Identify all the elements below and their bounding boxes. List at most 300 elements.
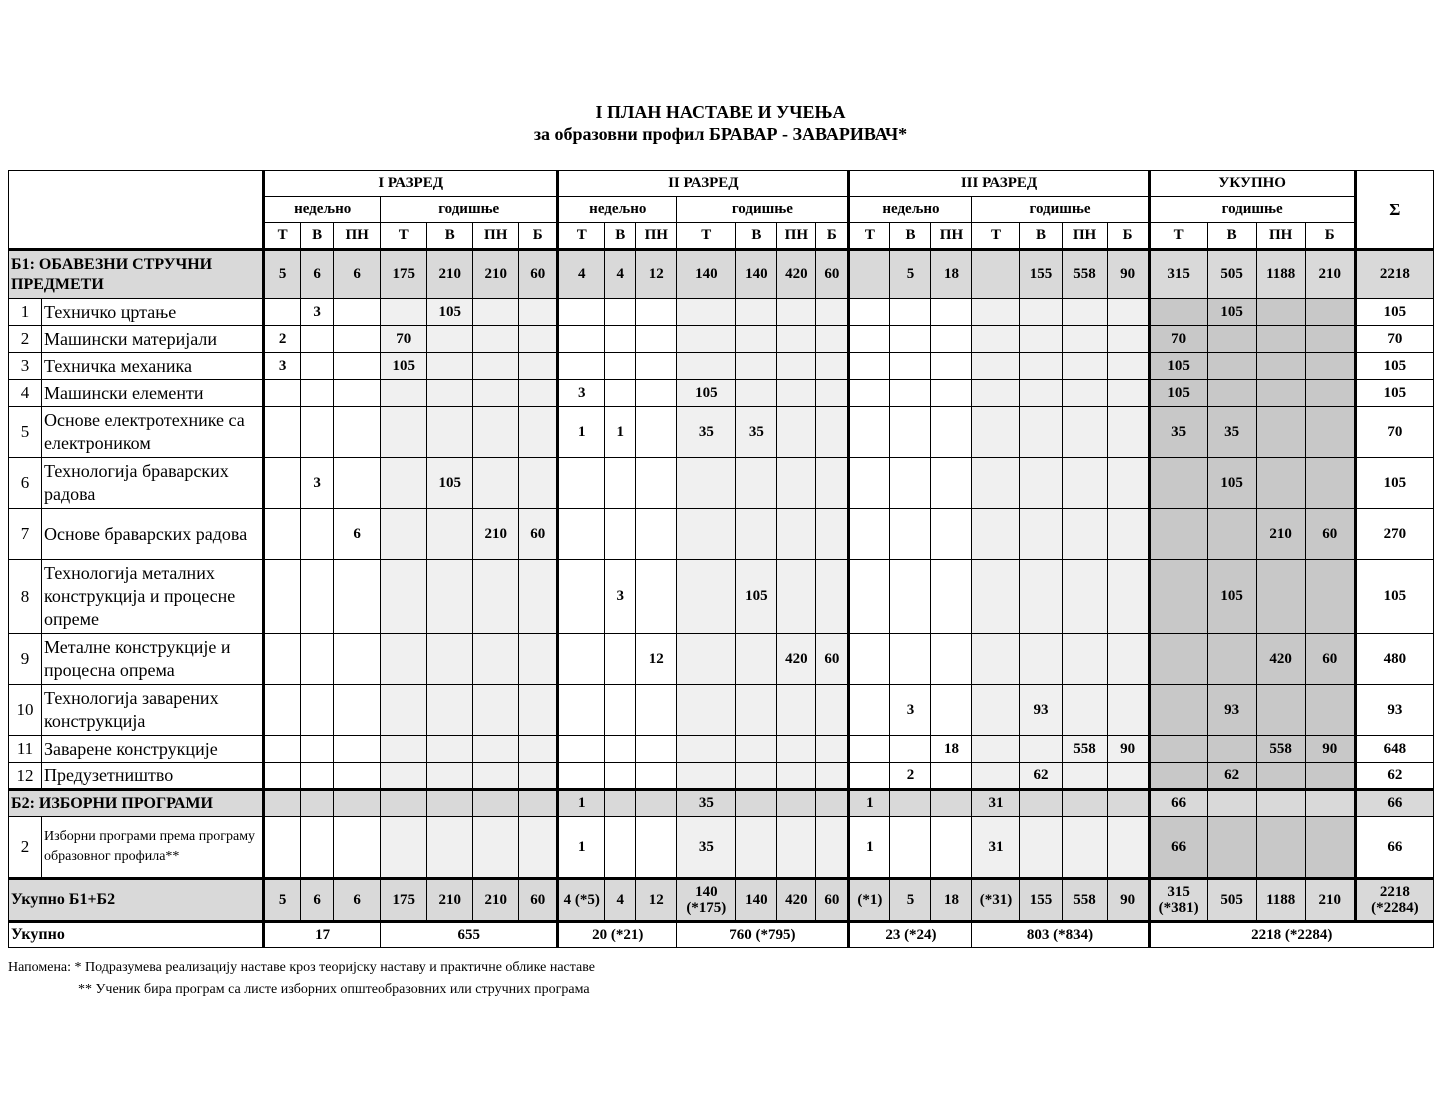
table-cell	[519, 380, 558, 407]
table-cell	[1207, 509, 1256, 560]
row-sum-cell: 70	[1355, 326, 1433, 353]
table-cell	[1149, 299, 1207, 326]
table-cell: 4	[558, 250, 605, 299]
table-cell	[519, 458, 558, 509]
table-cell	[890, 353, 931, 380]
subject-name: Машински елементи	[42, 380, 264, 407]
table-cell	[1020, 509, 1062, 560]
row-number: 2	[9, 817, 42, 879]
table-cell: 105	[1149, 353, 1207, 380]
table-cell	[1256, 353, 1305, 380]
table-cell	[427, 790, 473, 817]
section-row	[9, 250, 1434, 299]
table-cell	[931, 790, 972, 817]
table-cell	[427, 380, 473, 407]
total-cell: 210	[1305, 879, 1355, 922]
table-cell	[519, 560, 558, 634]
table-cell	[334, 299, 381, 326]
table-cell	[427, 509, 473, 560]
table-cell	[301, 326, 334, 353]
table-cell	[972, 509, 1020, 560]
total-cell: 60	[816, 879, 849, 922]
table-cell	[777, 790, 816, 817]
row-sum-cell: 66	[1355, 790, 1433, 817]
table-cell: 12	[636, 634, 677, 685]
table-cell	[427, 560, 473, 634]
subheader-cell: В	[605, 223, 636, 250]
total-cell: 315 (*381)	[1149, 879, 1207, 922]
table-cell	[777, 736, 816, 763]
table-cell	[1305, 817, 1355, 879]
table-cell	[736, 299, 777, 326]
table-cell	[605, 299, 636, 326]
table-cell	[473, 790, 519, 817]
table-cell	[264, 407, 301, 458]
table-cell	[605, 763, 636, 790]
table-cell	[1256, 817, 1305, 879]
table-cell	[1107, 353, 1149, 380]
table-cell: 3	[301, 299, 334, 326]
table-cell	[1107, 790, 1149, 817]
table-cell	[736, 380, 777, 407]
table-cell	[677, 736, 736, 763]
table-cell	[736, 509, 777, 560]
table-cell	[777, 685, 816, 736]
table-cell	[381, 458, 427, 509]
table-cell	[1107, 326, 1149, 353]
table-cell	[301, 763, 334, 790]
row-sum-cell: 105	[1355, 353, 1433, 380]
table-cell	[972, 299, 1020, 326]
table-cell	[301, 817, 334, 879]
table-cell	[636, 763, 677, 790]
table-cell	[972, 634, 1020, 685]
table-cell: 60	[519, 250, 558, 299]
table-cell	[519, 790, 558, 817]
table-cell	[558, 326, 605, 353]
table-cell	[931, 817, 972, 879]
table-cell	[1107, 299, 1149, 326]
table-cell	[381, 817, 427, 879]
table-cell: 35	[1207, 407, 1256, 458]
table-row	[9, 326, 1434, 353]
table-cell	[381, 299, 427, 326]
table-cell	[677, 458, 736, 509]
table-cell	[1107, 817, 1149, 879]
table-cell	[1107, 685, 1149, 736]
table-cell	[264, 763, 301, 790]
total-cell: 210	[427, 879, 473, 922]
table-cell	[1305, 790, 1355, 817]
table-cell	[1107, 458, 1149, 509]
table-cell: 505	[1207, 250, 1256, 299]
table-cell	[636, 380, 677, 407]
table-cell	[1256, 790, 1305, 817]
table-cell	[816, 790, 849, 817]
table-cell	[334, 790, 381, 817]
table-cell	[301, 736, 334, 763]
row-number: 12	[9, 763, 42, 790]
table-cell	[1107, 634, 1149, 685]
table-cell	[605, 790, 636, 817]
table-cell	[301, 407, 334, 458]
table-cell: 5	[890, 250, 931, 299]
table-cell	[972, 560, 1020, 634]
table-cell	[519, 685, 558, 736]
table-cell	[558, 685, 605, 736]
subheader-cell: В	[301, 223, 334, 250]
table-cell	[1305, 326, 1355, 353]
table-row	[9, 458, 1434, 509]
table-cell	[636, 407, 677, 458]
table-cell: 1	[849, 817, 890, 879]
table-cell: 70	[381, 326, 427, 353]
grand-total-cell: 2218 (*2284)	[1149, 922, 1433, 948]
table-cell: 4	[605, 250, 636, 299]
table-cell: 315	[1149, 250, 1207, 299]
subject-name: Основе браварских радова	[42, 509, 264, 560]
table-cell	[1062, 763, 1107, 790]
table-cell: 3	[890, 685, 931, 736]
table-cell	[473, 763, 519, 790]
table-cell	[636, 299, 677, 326]
table-row	[9, 560, 1434, 634]
table-cell	[1062, 790, 1107, 817]
table-cell	[605, 326, 636, 353]
table-cell	[558, 560, 605, 634]
grand-total-cell: 23 (*24)	[849, 922, 972, 948]
table-cell	[1207, 634, 1256, 685]
table-cell	[816, 458, 849, 509]
row-sum-cell: 62	[1355, 763, 1433, 790]
table-cell: 105	[677, 380, 736, 407]
total-cell: (*1)	[849, 879, 890, 922]
table-cell	[890, 299, 931, 326]
table-cell: 1	[558, 407, 605, 458]
table-cell	[636, 817, 677, 879]
table-cell	[264, 509, 301, 560]
table-cell	[931, 685, 972, 736]
table-cell	[381, 685, 427, 736]
subheader-cell: Т	[849, 223, 890, 250]
row-number: 5	[9, 407, 42, 458]
table-cell	[301, 560, 334, 634]
table-cell: 105	[427, 458, 473, 509]
table-cell	[890, 634, 931, 685]
table-cell	[1062, 326, 1107, 353]
table-cell	[1256, 685, 1305, 736]
row-sum-cell: 70	[1355, 407, 1433, 458]
table-cell: 35	[1149, 407, 1207, 458]
table-cell	[816, 817, 849, 879]
table-cell	[301, 353, 334, 380]
table-cell	[381, 560, 427, 634]
header-total: УКУПНО	[1149, 171, 1355, 197]
subheader-cell: В	[890, 223, 931, 250]
table-cell	[473, 685, 519, 736]
table-cell	[1062, 560, 1107, 634]
row-sum-cell: 105	[1355, 299, 1433, 326]
table-cell: 66	[1149, 817, 1207, 879]
table-cell	[849, 458, 890, 509]
table-cell	[334, 763, 381, 790]
table-cell	[777, 763, 816, 790]
table-cell	[473, 380, 519, 407]
table-cell	[931, 353, 972, 380]
table-cell	[1107, 763, 1149, 790]
table-cell	[1107, 407, 1149, 458]
header-weekly-3: недељно	[849, 197, 972, 223]
table-cell: 66	[1149, 790, 1207, 817]
header-weekly-1: недељно	[264, 197, 381, 223]
table-cell	[636, 685, 677, 736]
table-cell: 175	[381, 250, 427, 299]
table-cell	[1149, 763, 1207, 790]
table-cell	[972, 353, 1020, 380]
table-cell	[427, 407, 473, 458]
table-cell	[264, 458, 301, 509]
table-cell: 18	[931, 250, 972, 299]
table-cell	[890, 458, 931, 509]
table-cell	[849, 326, 890, 353]
table-cell	[605, 685, 636, 736]
table-cell	[519, 817, 558, 879]
table-cell	[972, 458, 1020, 509]
table-cell	[381, 763, 427, 790]
table-cell	[636, 353, 677, 380]
table-cell: 3	[605, 560, 636, 634]
table-cell	[777, 380, 816, 407]
table-cell: 6	[334, 509, 381, 560]
table-cell	[301, 509, 334, 560]
table-cell	[931, 299, 972, 326]
table-cell	[334, 634, 381, 685]
table-cell: 105	[1207, 299, 1256, 326]
total-cell: 175	[381, 879, 427, 922]
total-cell: 6	[334, 879, 381, 922]
table-cell	[519, 634, 558, 685]
subheader-cell: Т	[264, 223, 301, 250]
total-cell: 155	[1020, 879, 1062, 922]
table-cell	[605, 736, 636, 763]
footnote-1: Напомена: * Подразумева реализацију наставе кроз теоријску наставу и практичне облике наставе	[8, 960, 596, 975]
total-b1b2-label: Укупно Б1+Б2	[9, 879, 264, 922]
subheader-cell: Т	[1149, 223, 1207, 250]
table-cell	[972, 326, 1020, 353]
table-cell	[427, 763, 473, 790]
table-row	[9, 299, 1434, 326]
table-cell: 1	[605, 407, 636, 458]
row-number: 3	[9, 353, 42, 380]
table-cell: 90	[1305, 736, 1355, 763]
total-cell: 505	[1207, 879, 1256, 922]
table-cell	[816, 560, 849, 634]
table-cell	[334, 817, 381, 879]
table-cell	[473, 736, 519, 763]
table-cell	[736, 634, 777, 685]
table-cell	[931, 407, 972, 458]
table-cell: 60	[816, 250, 849, 299]
table-cell	[1062, 817, 1107, 879]
table-cell	[334, 380, 381, 407]
footnote-2: ** Ученик бира програм са листе изборних општеобразовних или стручних програма	[78, 982, 590, 997]
table-cell	[777, 299, 816, 326]
table-cell	[736, 326, 777, 353]
row-sum-cell: 480	[1355, 634, 1433, 685]
table-cell: 210	[427, 250, 473, 299]
table-cell	[1149, 736, 1207, 763]
grand-total-label: Укупно	[9, 922, 264, 948]
table-cell	[931, 634, 972, 685]
table-cell	[1256, 380, 1305, 407]
table-cell: 60	[1305, 509, 1355, 560]
grand-total-cell: 803 (*834)	[972, 922, 1149, 948]
table-cell	[972, 250, 1020, 299]
section-row	[9, 790, 1434, 817]
table-cell: 155	[1020, 250, 1062, 299]
table-cell: 420	[1256, 634, 1305, 685]
subheader-cell: ПН	[1062, 223, 1107, 250]
table-cell: 35	[677, 790, 736, 817]
table-cell	[519, 299, 558, 326]
table-cell	[849, 685, 890, 736]
table-cell	[931, 560, 972, 634]
table-cell	[1305, 763, 1355, 790]
table-cell	[849, 299, 890, 326]
table-cell	[677, 299, 736, 326]
row-sum-cell: 270	[1355, 509, 1433, 560]
table-cell: 2	[264, 326, 301, 353]
table-cell: 70	[1149, 326, 1207, 353]
subheader-cell: Т	[381, 223, 427, 250]
table-cell	[1207, 353, 1256, 380]
subheader-cell: Т	[677, 223, 736, 250]
table-cell	[736, 458, 777, 509]
table-cell	[931, 380, 972, 407]
table-cell: 105	[427, 299, 473, 326]
grand-total-row	[9, 922, 1434, 948]
table-cell	[1256, 458, 1305, 509]
table-cell	[1256, 407, 1305, 458]
table-cell	[264, 299, 301, 326]
table-cell: 1188	[1256, 250, 1305, 299]
table-cell	[519, 407, 558, 458]
table-cell	[931, 458, 972, 509]
table-cell	[605, 634, 636, 685]
table-cell: 1	[849, 790, 890, 817]
table-cell	[519, 353, 558, 380]
table-cell: 1	[558, 817, 605, 879]
table-cell	[816, 299, 849, 326]
table-cell	[1062, 634, 1107, 685]
table-cell	[849, 250, 890, 299]
table-cell	[264, 817, 301, 879]
table-cell	[849, 509, 890, 560]
subject-name: Технологија металних конструкција и процесне опреме	[42, 560, 264, 634]
total-cell: 6	[301, 879, 334, 922]
table-cell: 105	[381, 353, 427, 380]
table-cell	[736, 790, 777, 817]
table-cell	[1020, 299, 1062, 326]
table-cell	[301, 790, 334, 817]
subheader-cell: ПН	[1256, 223, 1305, 250]
table-cell	[1062, 685, 1107, 736]
total-cell: 60	[519, 879, 558, 922]
table-cell	[849, 736, 890, 763]
table-cell	[427, 685, 473, 736]
table-cell	[334, 736, 381, 763]
table-cell	[849, 380, 890, 407]
table-cell: 35	[677, 817, 736, 879]
subheader-cell: ПН	[931, 223, 972, 250]
table-cell	[1256, 326, 1305, 353]
table-cell	[301, 380, 334, 407]
table-cell: 105	[1149, 380, 1207, 407]
table-cell	[777, 326, 816, 353]
table-cell	[1020, 353, 1062, 380]
table-cell: 12	[636, 250, 677, 299]
table-cell	[381, 407, 427, 458]
table-row	[9, 407, 1434, 458]
table-cell	[1107, 509, 1149, 560]
table-cell	[736, 685, 777, 736]
table-cell	[264, 634, 301, 685]
table-cell	[890, 380, 931, 407]
table-cell	[605, 380, 636, 407]
table-cell	[677, 763, 736, 790]
grand-total-cell: 655	[381, 922, 558, 948]
section-label: Б2: ИЗБОРНИ ПРОГРАМИ	[9, 790, 264, 817]
table-cell	[519, 326, 558, 353]
table-cell	[677, 509, 736, 560]
table-cell	[1207, 736, 1256, 763]
table-cell	[677, 634, 736, 685]
row-number: 11	[9, 736, 42, 763]
table-cell: 6	[301, 250, 334, 299]
table-cell	[849, 353, 890, 380]
table-cell	[558, 509, 605, 560]
table-row	[9, 817, 1434, 879]
table-cell	[972, 407, 1020, 458]
row-number: 6	[9, 458, 42, 509]
table-cell	[736, 817, 777, 879]
table-cell	[558, 353, 605, 380]
total-cell: 1188	[1256, 879, 1305, 922]
table-cell	[605, 509, 636, 560]
table-cell	[849, 560, 890, 634]
header-grade-3: III РАЗРЕД	[849, 171, 1149, 197]
table-cell	[777, 560, 816, 634]
table-cell	[636, 326, 677, 353]
table-cell	[1062, 509, 1107, 560]
table-cell	[816, 736, 849, 763]
table-cell	[677, 353, 736, 380]
table-cell	[931, 326, 972, 353]
table-cell	[473, 458, 519, 509]
row-sum-cell: 2218	[1355, 250, 1433, 299]
table-cell	[1062, 458, 1107, 509]
table-cell: 2	[890, 763, 931, 790]
page-title: I ПЛАН НАСТАВЕ И УЧЕЊА	[595, 102, 846, 122]
table-cell: 5	[264, 250, 301, 299]
table-cell: 210	[473, 509, 519, 560]
total-cell: 140 (*175)	[677, 879, 736, 922]
subject-name: Технологија заварених конструкција	[42, 685, 264, 736]
table-cell: 210	[1305, 250, 1355, 299]
table-cell	[334, 685, 381, 736]
table-cell	[1020, 736, 1062, 763]
grand-total-cell: 20 (*21)	[558, 922, 677, 948]
